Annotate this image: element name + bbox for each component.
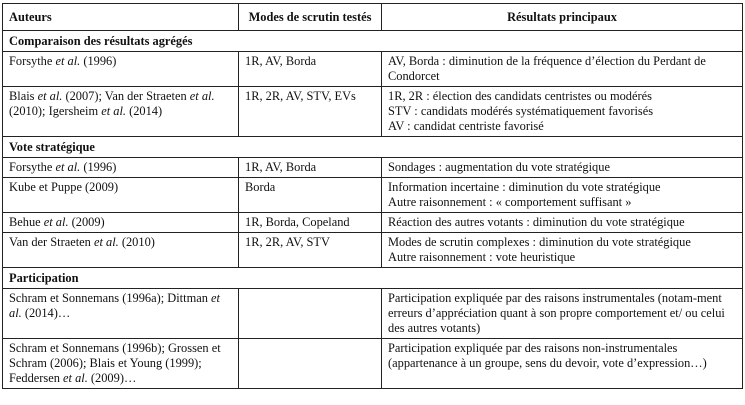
authors-cell xyxy=(3,178,239,213)
modes-cell: 1R, 2R, AV, STV xyxy=(239,233,382,268)
author-text: Schram et Sonnemans (1996b); Grossen et Schram (2006); Blais et Young (1999); Feddersen xyxy=(9,341,221,385)
authors-cell xyxy=(3,87,239,137)
results-cell xyxy=(382,158,743,178)
author-text: Blais xyxy=(9,89,38,103)
et-al-text: et al. xyxy=(37,89,63,103)
result-line: Modes de scrutin complexes : diminution du vote stratégique xyxy=(388,235,691,249)
results-cell xyxy=(382,178,743,213)
results-cell xyxy=(382,213,743,233)
result-line: Participation expliquée par des raisons non-instrumentales (appartenance à un groupe, sens du devoir, vote d’expression…) xyxy=(388,341,707,370)
author-text: Forsythe xyxy=(9,54,56,68)
section-row xyxy=(3,268,743,289)
authors-cell xyxy=(3,233,239,268)
table-row xyxy=(3,233,743,268)
author-text: (2007); Van der Straeten xyxy=(62,89,190,103)
section-row xyxy=(3,137,743,158)
et-al-text: et al. xyxy=(55,160,81,174)
author-text: Behue xyxy=(9,215,44,229)
result-line: Réaction des autres votants : diminution du vote stratégique xyxy=(388,215,685,229)
table-row xyxy=(3,52,743,87)
author-text: Forsythe xyxy=(9,160,56,174)
result-line: Autre raisonnement : « comportement suffisant » xyxy=(388,195,632,209)
header-authors: Auteurs xyxy=(3,4,239,31)
author-text: (2014) xyxy=(126,104,163,118)
result-line: STV : candidats modérés systématiquement favorisés xyxy=(388,104,654,118)
author-text: Schram et Sonnemans (1996a); Dittman xyxy=(9,291,211,305)
table-row xyxy=(3,339,743,389)
et-al-text: et al. xyxy=(101,104,126,118)
results-cell xyxy=(382,233,743,268)
authors-cell xyxy=(3,52,239,87)
results-cell xyxy=(382,52,743,87)
result-line: Autre raisonnement : vote heuristique xyxy=(388,250,576,264)
modes-cell: 1R, AV, Borda xyxy=(239,158,382,178)
author-text: (2010); Igersheim xyxy=(9,104,102,118)
modes-cell: 1R, AV, Borda xyxy=(239,52,382,87)
table-row xyxy=(3,213,743,233)
result-line: 1R, 2R : élection des candidats centristes ou modérés xyxy=(388,89,652,103)
author-text: Kube et Puppe (2009) xyxy=(9,180,119,194)
section-title: Comparaison des résultats agrégés xyxy=(3,31,743,52)
results-cell xyxy=(382,87,743,137)
result-line: Participation expliquée par des raisons instrumentales (notam-ment erreurs d’appréciation quant à son propre comportement et/ ou celui des autres votants) xyxy=(388,291,725,335)
result-line: AV : candidat centriste favorisé xyxy=(388,119,544,133)
author-text: (2010) xyxy=(118,235,155,249)
table-row xyxy=(3,87,743,137)
author-text: (1996) xyxy=(80,160,117,174)
authors-cell xyxy=(3,158,239,178)
modes-cell xyxy=(239,289,382,339)
header-results: Résultats principaux xyxy=(382,4,743,31)
table-row xyxy=(3,158,743,178)
modes-cell xyxy=(239,339,382,389)
header-row xyxy=(3,4,743,31)
authors-cell xyxy=(3,339,239,389)
et-al-text: et al. xyxy=(189,89,215,103)
author-text: (2009) xyxy=(68,215,105,229)
authors-cell xyxy=(3,213,239,233)
author-text: (2014)… xyxy=(21,306,71,320)
section-title: Participation xyxy=(3,268,743,289)
result-line: Sondages : augmentation du vote stratégique xyxy=(388,160,610,174)
section-title: Vote stratégique xyxy=(3,137,743,158)
et-al-text: et al. xyxy=(63,371,88,385)
author-text: (2009)… xyxy=(87,371,137,385)
authors-cell xyxy=(3,289,239,339)
table-row xyxy=(3,289,743,339)
result-line: Information incertaine : diminution du vote stratégique xyxy=(388,180,661,194)
results-cell xyxy=(382,289,743,339)
author-text: Van der Straeten xyxy=(9,235,94,249)
modes-cell: 1R, Borda, Copeland xyxy=(239,213,382,233)
section-row xyxy=(3,31,743,52)
results-cell xyxy=(382,339,743,389)
modes-cell: Borda xyxy=(239,178,382,213)
result-line: AV, Borda : diminution de la fréquence d’élection du Perdant de Condorcet xyxy=(388,54,706,83)
table-header xyxy=(3,4,743,31)
author-text: (1996) xyxy=(80,54,117,68)
et-al-text: et al. xyxy=(55,54,81,68)
table-body xyxy=(3,31,743,389)
results-table xyxy=(2,3,743,389)
table-row xyxy=(3,178,743,213)
et-al-text: et al. xyxy=(93,235,119,249)
et-al-text: et al. xyxy=(43,215,69,229)
header-modes: Modes de scrutin testés xyxy=(239,4,382,31)
et-al-text: et al. xyxy=(9,291,220,320)
modes-cell: 1R, 2R, AV, STV, EVs xyxy=(239,87,382,137)
